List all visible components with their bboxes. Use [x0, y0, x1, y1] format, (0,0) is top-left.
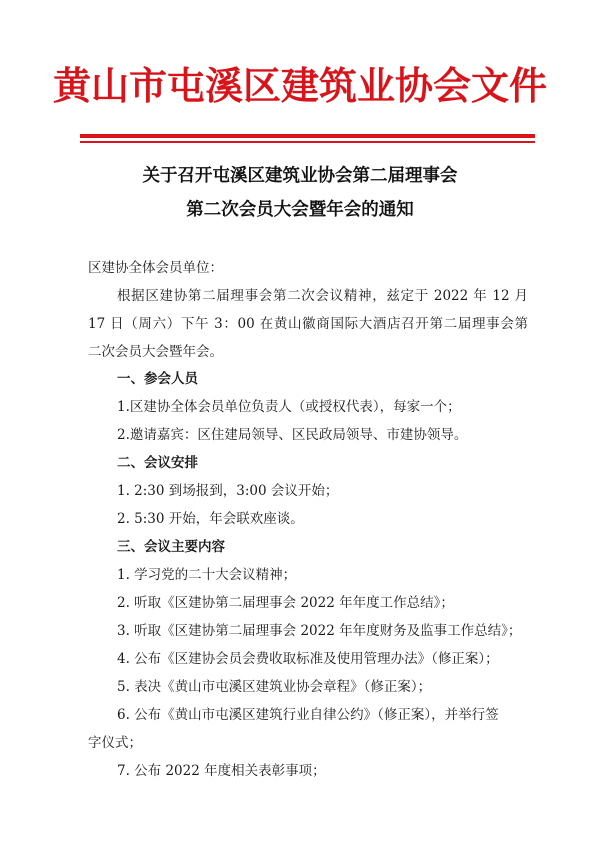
list-item: 1. 2:30 到场报到，3:00 会议开始； [117, 483, 339, 499]
salutation: 区建协全体会员单位： [88, 260, 223, 276]
list-item: 1.区建协全体会员单位负责人（或授权代表），每家一个； [117, 399, 461, 415]
list-item: 2.邀请嘉宾：区住建局领导、区民政局领导、市建协领导。 [117, 427, 468, 443]
letterhead-rule-thin [80, 141, 535, 143]
section-heading-attendees: 一、参会人员 [117, 371, 198, 387]
intro-line-1: 根据区建协第二届理事会第二次会议精神，兹定于 2022 年 12 月 [117, 288, 528, 304]
list-item: 4. 公布《区建协会员会费收取标准及使用管理办法》（修正案）； [117, 651, 499, 667]
list-item: 3. 听取《区建协第二届理事会 2022 年年度财务及监事工作总结》； [117, 623, 522, 639]
intro-line-2: 17 日（周六）下午 3：00 在黄山徽商国际大酒店召开第二届理事会第 [88, 316, 528, 332]
intro-line-3: 二次会员大会暨年会。 [88, 344, 223, 360]
letterhead-title: 黄山市屯溪区建筑业协会文件 [52, 64, 547, 108]
list-item-continuation: 字仪式； [88, 735, 142, 751]
list-item: 5. 表决《黄山市屯溪区建筑业协会章程》（修正案）； [117, 679, 432, 695]
list-item: 2. 5:30 开始，年会联欢座谈。 [117, 511, 304, 527]
section-heading-agenda: 三、会议主要内容 [117, 539, 225, 555]
list-item: 6. 公布《黄山市屯溪区建筑行业自律公约》（修正案），并举行签 [117, 707, 499, 723]
letterhead-rule-thick [80, 134, 535, 138]
notice-title-line-2: 第二次会员大会暨年会的通知 [186, 200, 414, 220]
section-heading-schedule: 二、会议安排 [117, 455, 198, 471]
list-item: 7. 公布 2022 年度相关表彰事项； [117, 763, 326, 779]
list-item: 1. 学习党的二十大会议精神； [117, 567, 297, 583]
list-item: 2. 听取《区建协第二届理事会 2022 年年度工作总结》； [117, 595, 454, 611]
notice-title-line-1: 关于召开屯溪区建筑业协会第二届理事会 [142, 166, 458, 186]
